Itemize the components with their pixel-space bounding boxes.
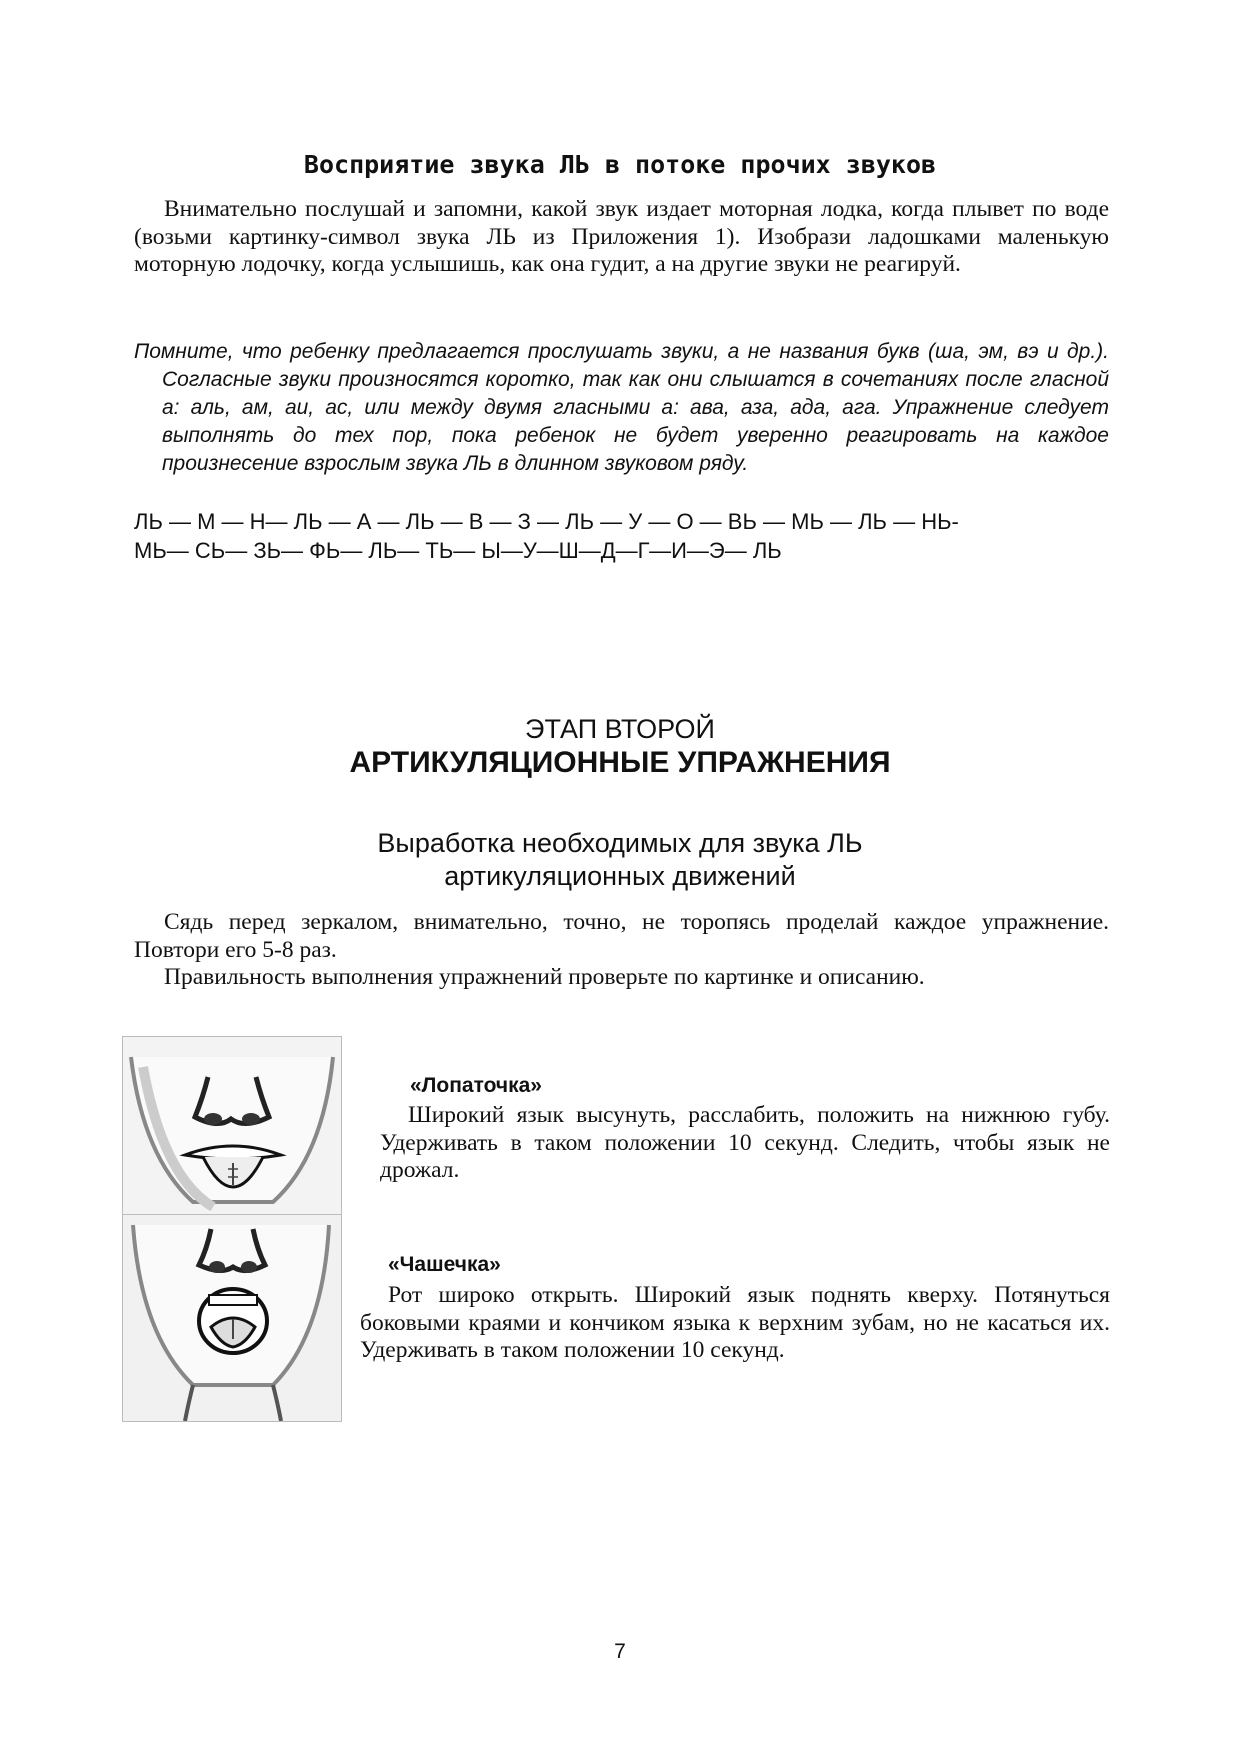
section-heading-perception: Восприятие звука ЛЬ в потоке прочих звуков [303,150,937,179]
mirror-instruction: Сядь перед зеркалом, внимательно, точно, не торопясь проделай каждое упражнение. Повтори его 5-8 раз. [134,909,1109,963]
section-heading-line-1: Выработка необходимых для звука ЛЬ [377,828,863,858]
section-heading-line-2: артикуляционных движений [444,861,796,891]
teacher-note: Помните, что ребенку предлагается прослушать звуки, а не названия букв (ша, эм, вэ и др.). Согласные звуки произносятся коротко, так как они слышатся в сочетаниях после гласной а: аль, ам, аи, ас, или между двумя гласными а: ава, аза, ада, ага. Упражнение следует выполнять до тех пор, пока ребенок не будет уверенно реагировать на каждое произнесение взрослым звука ЛЬ в длинном звуковом ряду. [134,340,1109,475]
face-open-mouth-drawing [123,1215,341,1421]
exercise-chashechka-description: Рот широко открыть. Широкий язык поднять кверху. Потянуться боковыми краями и кончиком языка к верхним зубам, но не касаться их. Удерживать в таком положении 10 секунд. [360,1282,1110,1363]
instruction-paragraph: Внимательно послушай и запомни, какой звук издает моторная лодка, когда плывет по воде (возьми картинку-символ звука ЛЬ из Приложения 1). Изобрази ладошками маленькую моторную лодочку, когда услышишь, как она гудит, а на другие звуки не реагируй. [134,196,1109,277]
section-heading-articulation [130,827,1110,893]
stage-subtitle: ЭТАП ВТОРОЙ [525,714,715,744]
exercise-lopatochka-title: «Лопаточка» [410,1074,542,1097]
sound-sequence-line-2: МЬ— СЬ— ЗЬ— ФЬ— ЛЬ— ТЬ— Ы—У—Ш—Д—Г—И—Э— ЛЬ [134,538,782,563]
check-instruction: Правильность выполнения упражнений проверьте по картинке и описанию. [164,964,925,990]
lopatochka-illustration [122,1036,342,1216]
chashechka-illustration [122,1214,342,1422]
stage-title: АРТИКУЛЯЦИОННЫЕ УПРАЖНЕНИЯ [349,746,891,779]
face-tongue-out-drawing [123,1037,341,1215]
sound-sequence-line-1: ЛЬ — М — Н— ЛЬ — А — ЛЬ — В — З — ЛЬ — У — О — ВЬ — МЬ — ЛЬ — НЬ- [134,509,959,534]
exercise-chashechka-title: «Чашечка» [388,1253,501,1276]
exercise-lopatochka-description: Широкий язык высунуть, расслабить, положить на нижнюю губу. Удерживать в таком положении 10 секунд. Следить, чтобы язык не дрожал. [380,1102,1110,1183]
page-number: 7 [614,1640,626,1663]
